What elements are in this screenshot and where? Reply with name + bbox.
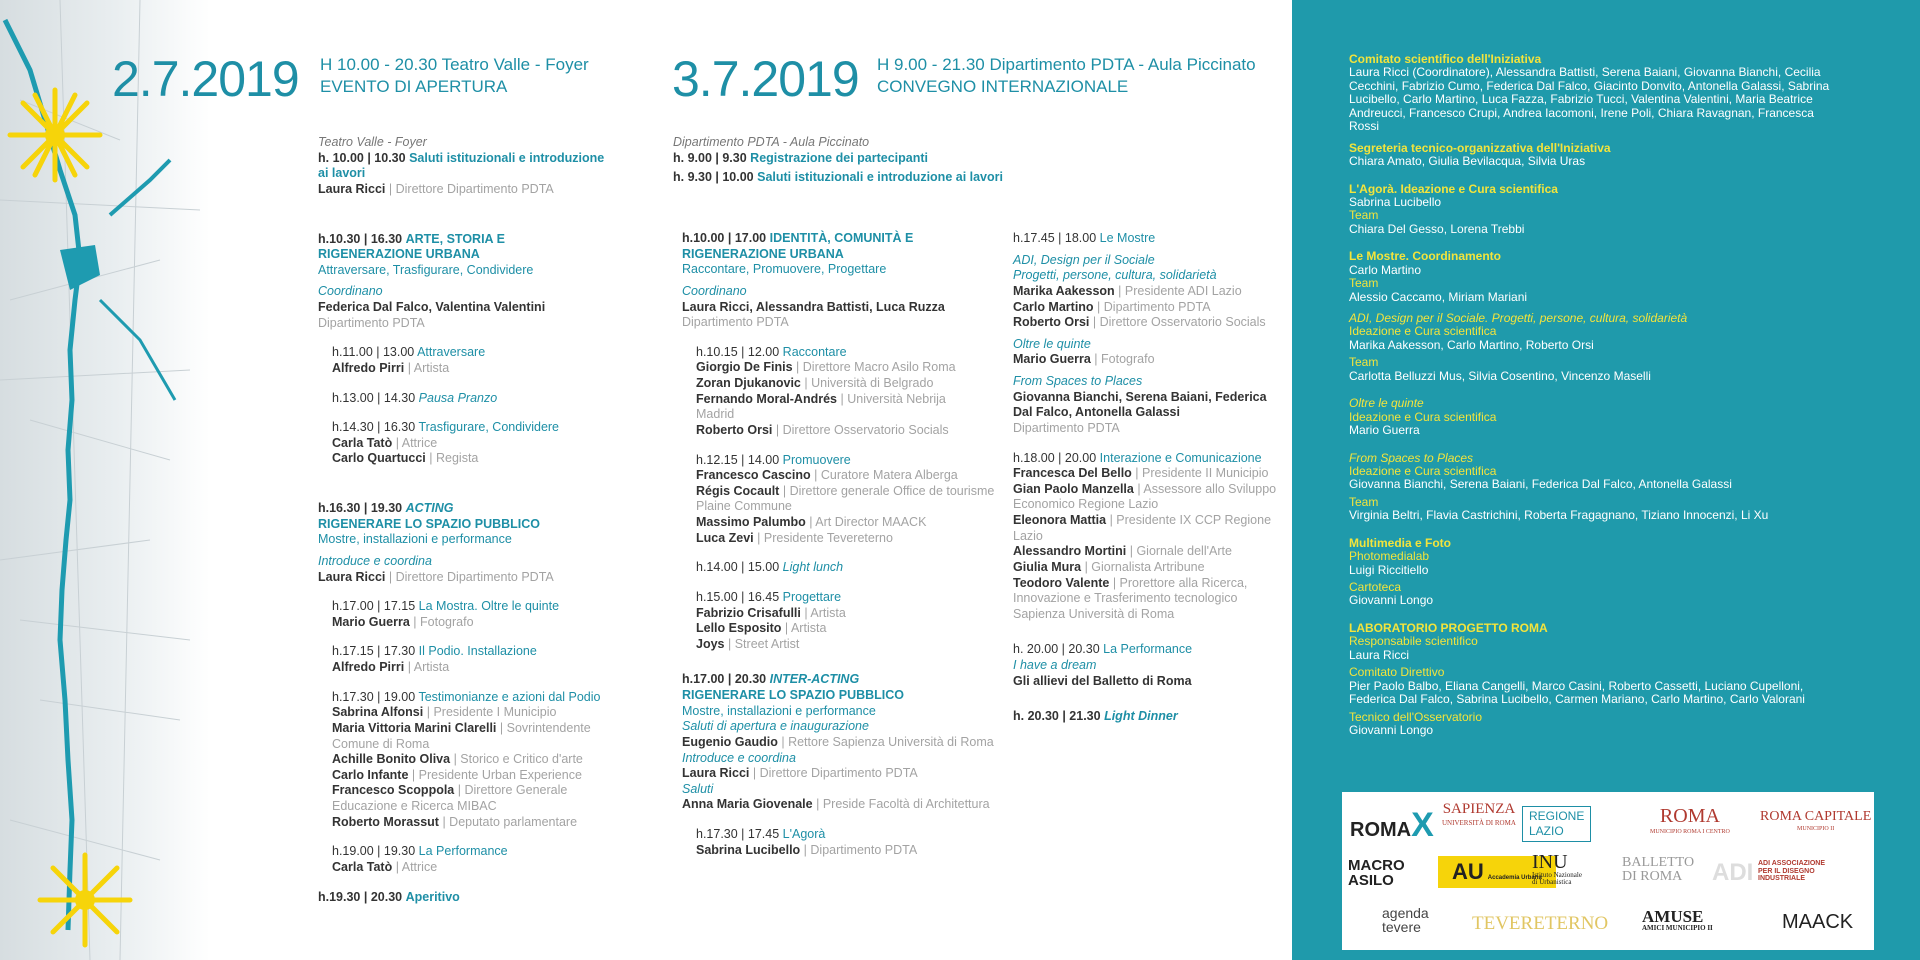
adi-logo: ADI [1712,859,1754,886]
role: Prorettore alla Ricerca, [1119,575,1248,590]
name: Maria Vittoria Marini Clarelli [332,720,497,735]
name: Régis Cocault [696,483,780,498]
role: Artista [413,660,450,674]
name: Zoran Djukanovic [696,376,801,390]
role: Attrice [401,435,438,450]
d2-s2 [673,170,1113,186]
d1-s3 [318,501,638,517]
time: h.19.30 | 20.30 [318,889,403,904]
time: h. 10.00 | 10.30 [318,150,406,165]
time: h.17.00 | 20.30 [682,672,767,687]
role: Direttore Macro Asilo Roma [802,360,956,375]
name: Roberto Orsi [1013,315,1090,330]
exhibit-title: From Spaces to Places [1013,374,1143,388]
d1-s2a: h.11.00 | 13.00 Attraversare Alfredo Pirri | Artista [332,345,486,375]
role: Sapienza Università di Roma [1013,606,1175,621]
d2-a-title2: RIGENERAZIONE URBANA [682,246,844,261]
role: Dipartimento PDTA [810,842,918,857]
d1-s3a: h.17.00 | 17.15 La Mostra. Oltre le quinte Mario Guerra | Fotografo [332,599,560,629]
name: Roberto Morassut [332,814,439,829]
credits-text: Pier Paolo Balbo, Eliana Cangelli, Marco Casini, Roberto Cassetti, Luciano Cupelloni, [1349,678,1804,693]
time: h.17.15 | 17.30 [332,644,416,659]
day1-header [320,54,589,98]
credits-label: Team [1349,494,1379,509]
role: Presidente Urban Experience [418,767,582,782]
role: Dipartimento PDTA [1103,299,1211,314]
title: Pausa Pranzo [418,390,498,405]
credits-text: Chiara Del Gesso, Lorena Trebbi [1349,221,1525,236]
d2-c1 [1013,231,1283,247]
name: Mario Guerra [1013,352,1091,367]
title: IDENTITÀ, COMUNITÀ E [769,231,914,245]
d1-s2c: h.14.30 | 16.30 Trasfigurare, Condividere Carla Tatò | Attrice Carlo Quartucci | Regista [332,420,560,466]
d2-a-coord-names: Laura Ricci, Alessandra Battisti, Luca Ruzza [682,299,945,314]
credits-text: Carlo Martino [1349,262,1422,277]
role: Madrid [696,407,735,422]
time: h. 20.30 | 21.30 [1013,709,1101,724]
title: Saluti istituzionali e introduzione ai lavori [757,170,1003,185]
credits-text: Mario Guerra [1349,423,1420,438]
d1-s3-title2: RIGENERARE LO SPAZIO PUBBLICO [318,516,541,531]
role: Comune di Roma [332,736,430,751]
credits-text: Alessio Caccamo, Miriam Mariani [1349,289,1528,304]
day2-time-place: H 9.00 - 21.30 Dipartimento PDTA - Aula Piccinato [877,55,1256,74]
name: Eugenio Gaudio [682,734,778,749]
name: Gian Paolo Manzella [1013,481,1134,496]
regione-lazio-logo: REGIONE LAZIO [1522,806,1591,842]
title: Raccontare [782,344,847,359]
role: Regista [436,451,479,466]
d2-a2: h.12.15 | 14.00 Promuovere Francesco Cascino | Curatore Matera Alberga Régis Cocault | Direttore generale Office de tourisme Plaine Commune Massimo Palumbo | Art Director MAACK Luca Zevi | Presidente Tevereterno [682,453,1002,547]
role: Direttore Dipartimento PDTA [395,181,554,196]
sponsor-logos [1342,792,1874,950]
roma-capitale-logo: ROMA CAPITALE MUNICIPIO II [1760,809,1872,832]
d2-s1 [673,151,1113,167]
name: Carlo Infante [332,767,409,782]
role: Rettore Sapienza Università di Roma [788,734,994,749]
credits-label: Team [1349,276,1379,291]
role: Educazione e Ricerca MIBAC [332,799,497,813]
name: Massimo Palumbo [696,515,806,529]
credits-text: Lucibello, Carlo Martino, Luca Fazza, Fabrizio Tucci, Valentina Valentini, Maria Beatrice [1349,92,1813,107]
day1-title: EVENTO DI APERTURA [320,77,508,97]
amuse-logo: AMUSE AMICI MUNICIPIO II [1642,907,1713,932]
role: Direttore Dipartimento PDTA [395,569,554,584]
d1-s3-sub: Mostre, installazioni e performance [318,532,512,547]
credits-label: Ideazione e Cura scientifica [1349,463,1497,478]
role: Direttore Generale [464,783,568,798]
day2-col-a: h.10.00 | 17.00 IDENTITÀ, COMUNITÀ E RIGENERAZIONE URBANA Raccontare, Promuovere, Progettare Coordinano Laura Ricci, Alessandra Battisti, Luca Ruzza Dipartimento PDTA h.10.15 | 12.00 Raccontare Giorgio De Finis | Direttore Macro Asilo Roma Zoran Djukanovic | Università di Belgrado Fernando Moral-Andrés | Università Nebrija Madrid Roberto Orsi | Direttore Osservatorio Socials h.12.15 | 14.00 Promuovere Francesco Cascino | Curatore Matera Alberga Régis Cocault | Direttore generale Office de tourisme Plaine Commune Massimo Palumbo | Art Director MAACK Luca Zevi | Presidente Tevereterno h.14.00 | 15.00 Light lunch h.15.00 | 16.45 Progettare Fabrizio Crisafulli | Artista Lello Esposito | Artista Joys | Street Artist h.17.00 | 20.30 INTER-ACTING RIGENERARE LO SPAZIO PUBBLICO Mostre, installazioni e performance Saluti di apertura e inaugurazione Eugenio Gaudio | Rettore Sapienza Università di Roma Introduce e coordina Laura Ricci | Direttore Dipartimento PDTA Saluti Anna Maria Giovenale | Preside Facoltà di Architettura h.17.30 | 17.45 L'Agorà Sabrina Lucibello | Dipartimento PDTA [682,231,1002,858]
role: Street Artist [734,636,800,651]
d1-s3c: h.17.30 | 19.00 Testimonianze e azioni dal Podio Sabrina Alfonsi | Presidente I Municipio Maria Vittoria Marini Clarelli | Sovrintendente Comune di Roma Achille Bonito Oliva | Storico e Critico d'arte Carlo Infante | Presidente Urban Experience Francesco Scoppola | Direttore Generale Educazione e Ricerca MIBAC Roberto Morassut | Deputato parlamentare [318,690,638,831]
title: La Performance [418,844,508,859]
d1-s2b [318,391,638,407]
credits-label: Team [1349,208,1379,223]
d1-s3d: h.19.00 | 19.30 La Performance Carla Tatò | Attrice [332,844,508,874]
title: Attraversare [417,345,486,360]
d1-s2-sub: Attraversare, Trasfigurare, Condividere [318,262,534,277]
title: Le Mostre [1099,231,1156,245]
d1-s2-coord-role: Dipartimento PDTA [318,315,425,330]
adi-text: ADI ASSOCIAZIONE PER IL DISEGNO INDUSTRIALE [1758,860,1826,883]
credits-text: Marika Aakesson, Carlo Martino, Roberto Orsi [1349,337,1594,352]
time: h.16.30 | 19.30 [318,501,403,515]
credits-panel [1292,0,1920,960]
day2-date: 3.7.2019 [672,51,859,107]
exhibit-subtitle: Progetti, persone, cultura, solidarietà [1013,268,1217,283]
title: La Performance [1103,642,1193,657]
d2-a4: h.15.00 | 16.45 Progettare Fabrizio Crisafulli | Artista Lello Esposito | Artista Joys | Street Artist [696,589,846,651]
d2-a1: h.10.15 | 12.00 Raccontare Giorgio De Finis | Direttore Macro Asilo Roma Zoran Djukanovic | Università di Belgrado Fernando Moral-Andrés | Università Nebrija Madrid Roberto Orsi | Direttore Osservatorio Socials [682,345,1002,439]
time: h.12.15 | 14.00 [696,452,780,467]
d2-c4 [1013,709,1283,725]
exhibit-title: Oltre le quinte [1013,336,1091,351]
role: Art Director MAACK [815,515,927,529]
role: Preside Facoltà di Architettura [822,797,990,812]
day2-header [877,54,1256,98]
d2-c3 [1013,642,1283,658]
d1-s1 [318,151,638,167]
role: Sovrintendente [506,720,591,735]
credits-heading: LABORATORIO PROGETTO ROMA [1349,620,1548,635]
name: Luca Zevi [696,530,754,545]
d1-s3b: h.17.15 | 17.30 Il Podio. Installazione Alfredo Pirri | Artista [332,644,537,674]
d2-a-sub: Raccontare, Promuovere, Progettare [682,262,887,277]
title: L'Agorà [782,827,826,841]
d1-s1-title2: ai lavori [318,166,366,181]
d1-s2 [318,232,638,248]
time: h.10.30 | 16.30 [318,231,403,246]
maack-logo: MAACK [1782,911,1854,933]
name: Giovanna Bianchi, Serena Baiani, Federica [1013,389,1267,404]
role: Storico e Critico d'arte [460,752,583,767]
title: Trasfigurare, Condividere [418,420,560,435]
credits-label: Team [1349,355,1379,370]
d2-b-saluti: Saluti [682,781,714,796]
d1-s3-speaker: Laura Ricci | Direttore Dipartimento PDTA [318,569,554,584]
agenda-tevere-logo: agenda tevere [1382,905,1429,935]
inu-logo: INU Istituto Nazionale di Urbanistica [1532,851,1582,886]
name: Anna Maria Giovenale [682,797,813,812]
role: Dipartimento PDTA [1013,420,1120,435]
d1-s2-coord-names: Federica Dal Falco, Valentina Valentini [318,300,546,314]
credits-text: Chiara Amato, Giulia Bevilacqua, Silvia Uras [1349,154,1586,169]
role: Direttore generale Office de tourisme [789,483,995,498]
name: Francesca Del Bello [1013,466,1132,481]
name: Carlo Martino [1013,299,1094,314]
au-logo: AU Accademia Urbana [1438,856,1556,888]
name: Joys [696,636,725,651]
credits-text: Giovanni Longo [1349,722,1434,737]
credits-text: Giovanna Bianchi, Serena Baiani, Federica Dal Falco, Antonella Galassi [1349,477,1732,492]
time: h.19.00 | 19.30 [332,844,416,859]
time: h.13.00 | 14.30 [332,390,416,405]
credits-text: Rossi [1349,119,1380,134]
name: Mario Guerra [332,614,410,629]
d2-b1: h.17.30 | 17.45 L'Agorà Sabrina Lucibello | Dipartimento PDTA [696,827,918,857]
d2-c2 [1013,451,1283,467]
credits-column [1349,53,1879,737]
map-illustration [0,0,210,960]
d2-b-open: Saluti di apertura e inaugurazione [682,719,869,734]
credits-text: Andreucci, Francesco Crupi, Andrea Iacomoni, Irene Poli, Chiara Ravagnan, Francesca [1349,105,1814,120]
day1-venue: Teatro Valle - Foyer [318,135,427,149]
role: Giornalista Artribune [1091,559,1205,574]
role: Lazio [1013,528,1043,543]
balletto-logo: BALLETTO DI ROMA [1622,855,1695,884]
name: Alfredo Pirri [332,360,405,375]
roma-municipio-logo: ROMA MUNICIPIO ROMA I CENTRO [1650,805,1730,835]
name: Dal Falco, Antonella Galassi [1013,405,1180,420]
d2-c3-sub: I have a dream [1013,658,1097,672]
name: Teodoro Valente [1013,575,1110,590]
credits-label: Responsabile scientifico [1349,634,1478,649]
name: Sabrina Lucibello [696,842,801,857]
credits-text: Carlotta Belluzzi Mus, Silvia Cosentino, Vincenzo Maselli [1349,368,1651,383]
role: Assessore allo Sviluppo [1143,481,1277,496]
map-drawing [0,0,210,960]
title: INTER-ACTING [769,672,860,687]
role: Economico Regione Lazio [1013,497,1159,512]
time: h.10.15 | 12.00 [696,344,780,359]
d1-s3-intro: Introduce e coordina [318,553,432,568]
role: Presidente ADI Lazio [1124,283,1242,298]
credits-text: Laura Ricci [1349,647,1410,662]
d1-s4 [318,890,638,906]
title: Progettare [782,589,842,604]
role: Fotografo [1101,352,1155,367]
credits-text: Giovanni Longo [1349,593,1434,608]
title: Testimonianze e azioni dal Podio [418,689,601,704]
time: h.15.00 | 16.45 [696,589,780,604]
time: h.11.00 | 13.00 [332,345,415,360]
credits-heading: L'Agorà. Ideazione e Cura scientifica [1349,181,1558,196]
romax-logo: ROMAX [1350,806,1434,844]
role: Attrice [401,859,438,874]
credits-text: Luigi Riccitiello [1349,562,1429,577]
d1-s2-title2: RIGENERAZIONE URBANA [318,247,480,262]
d2-a-coord-role: Dipartimento PDTA [682,315,789,330]
title: ARTE, STORIA E [405,231,505,246]
role: Presidente II Municipio [1142,466,1269,481]
title: Registrazione dei partecipanti [750,150,928,165]
title: Light lunch [782,560,844,575]
title: Saluti istituzionali e introduzione [409,150,605,165]
role: Università di Belgrado [811,376,934,390]
title: ACTING [405,501,454,515]
title: Aperitivo [405,889,460,904]
role: Curatore Matera Alberga [820,468,958,483]
name: Achille Bonito Oliva [332,752,451,767]
name: Gli allievi del Balletto di Roma [1013,673,1192,688]
d1-s1-speaker: Laura Ricci | Direttore Dipartimento PDTA [318,181,554,196]
role: Fotografo [420,614,474,629]
credits-label: Photomedialab [1349,549,1430,564]
role: Artista [810,605,846,620]
credits-label: Cartoteca [1349,580,1402,594]
time: h.17.30 | 19.00 [332,689,416,704]
credits-subheading: Oltre le quinte [1349,396,1424,411]
name: Marika Aakesson [1013,283,1115,298]
credits-heading: Segreteria tecnico-organizzativa dell'Iniziativa [1349,140,1611,155]
title: La Mostra. Oltre le quinte [418,599,560,614]
name: Sabrina Alfonsi [332,705,424,720]
d2-b-sub: Mostre, installazioni e performance [682,703,876,718]
role: Plaine Commune [696,499,792,514]
time: h. 9.00 | 9.30 [673,150,747,165]
name: Fabrizio Crisafulli [696,605,801,620]
d2-a-coord: Coordinano [682,283,747,298]
credits-heading: Comitato scientifico dell'Iniziativa [1349,52,1542,66]
d2-a [682,231,1002,247]
name: Carla Tatò [332,435,393,450]
name: Giorgio De Finis [696,360,793,375]
d2-a3 [682,560,1002,576]
day1-date: 2.7.2019 [112,51,299,107]
name: Fernando Moral-Andrés [696,391,837,406]
day2-col-b: h.17.45 | 18.00 Le Mostre ADI, Design per il Sociale Progetti, persone, cultura, solidarietà Marika Aakesson | Presidente ADI Lazio Carlo Martino | Dipartimento PDTA Roberto Orsi | Direttore Osservatorio Socials Oltre le quinte Mario Guerra | Fotografo From Spaces to Places Giovanna Bianchi, Serena Baiani, Federica Dal Falco, Antonella Galassi Dipartimento PDTA h.18.00 | 20.00 Interazione e Comunicazione Francesca Del Bello | Presidente II Municipio Gian Paolo Manzella | Assessore allo Sviluppo Economico Regione Lazio Eleonora Mattia | Presidente IX CCP Regione Lazio Alessandro Mortini | Giornale dell'Arte Giulia Mura | Giornalista Artribune Teodoro Valente | Prorettore alla Ricerca, Innovazione e Trasferimento tecnologico Sapienza Università di Roma h. 20.00 | 20.30 La Performance I have a dream Gli allievi del Balletto di Roma h. 20.30 | 21.30 Light Dinner [1013,231,1283,725]
name: Francesco Cascino [696,468,811,483]
day2-venue: Dipartimento PDTA - Aula Piccinato [673,135,870,149]
role: Presidente IX CCP Regione [1116,513,1272,527]
name: Lello Esposito [696,621,782,636]
time: h. 20.00 | 20.30 [1013,642,1100,657]
name: Roberto Orsi [696,422,773,437]
credits-heading: Le Mostre. Coordinamento [1349,249,1502,264]
role: Artista [413,360,450,375]
name: Carla Tatò [332,859,393,874]
role: Direttore Dipartimento PDTA [759,766,918,781]
credits-text: Federica Dal Falco, Sabrina Lucibello, Carmen Mariano, Carlo Martino, Carlo Valorani [1349,692,1805,707]
role: Innovazione e Trasferimento tecnologico [1013,591,1238,606]
day2-intro [673,135,1113,186]
name: Laura Ricci [682,766,750,781]
credits-text: Sabrina Lucibello [1349,194,1442,209]
credits-text: Cecchini, Fabrizio Cumo, Federica Dal Falco, Giacinto Donvito, Antonella Galassi, Sabrina [1349,78,1830,93]
exhibit-title: ADI, Design per il Sociale [1013,252,1155,267]
credits-label: Ideazione e Cura scientifica [1349,324,1497,339]
d2-b-intro: Introduce e coordina [682,750,796,765]
name: Carlo Quartucci [332,451,426,466]
credits-heading: Multimedia e Foto [1349,535,1451,550]
time: h.17.45 | 18.00 [1013,231,1097,245]
name: Laura Ricci [318,569,386,584]
d2-b [682,672,1002,688]
role: Presidente I Municipio [433,705,557,720]
day1-program [318,135,638,905]
time: h.10.00 | 17.00 [682,231,767,245]
credits-text: Virginia Beltri, Flavia Castrichini, Roberta Fragagnano, Tiziano Innocenzi, Li Xu [1349,508,1769,523]
name: Giulia Mura [1013,559,1082,574]
time: h.17.00 | 17.15 [332,599,416,614]
d2-b-title2: RIGENERARE LO SPAZIO PUBBLICO [682,688,905,702]
sapienza-logo: SAPIENZA UNIVERSITÀ DI ROMA [1442,801,1516,827]
credits-subheading: ADI, Design per il Sociale. Progetti, persone, cultura, solidarietà [1349,311,1688,325]
day1-time-place: H 10.00 - 20.30 Teatro Valle - Foyer [320,55,589,74]
credits-label: Tecnico dell'Osservatorio [1349,709,1483,724]
role: Giornale dell'Arte [1136,544,1232,559]
role: Direttore Osservatorio Socials [1099,315,1266,330]
time: h.17.30 | 17.45 [696,827,780,841]
name: Alessandro Mortini [1013,544,1127,559]
name: Eleonora Mattia [1013,513,1107,527]
title: Light Dinner [1104,709,1178,724]
credits-subheading: From Spaces to Places [1349,450,1474,465]
title: Il Podio. Installazione [418,644,537,659]
title: Promuovere [782,452,851,467]
role: Presidente Tevereterno [763,530,893,545]
time: h.18.00 | 20.00 [1013,450,1097,465]
name: Alfredo Pirri [332,660,405,674]
d1-s2-coord: Coordinano [318,284,383,299]
day2-title: CONVEGNO INTERNAZIONALE [877,77,1129,97]
credits-label: Ideazione e Cura scientifica [1349,409,1497,424]
credits-label: Comitato Direttivo [1349,665,1445,680]
title: Interazione e Comunicazione [1099,450,1262,465]
macro-asilo-logo: MACRO ASILO [1348,857,1405,889]
credits-text: Laura Ricci (Coordinatore), Alessandra Battisti, Serena Baiani, Giovanna Bianchi, Cecilia [1349,65,1821,80]
time: h.14.00 | 15.00 [696,560,780,575]
role: Università Nebrija [847,391,946,406]
tevereterno-logo: TEVERETERNO [1472,913,1609,934]
name: Francesco Scoppola [332,783,455,798]
name: Laura Ricci [318,181,386,196]
role: Artista [790,621,827,636]
role: Direttore Osservatorio Socials [782,422,949,437]
time: h.14.30 | 16.30 [332,420,416,435]
role: Deputato parlamentare [449,814,578,829]
time: h. 9.30 | 10.00 [673,170,754,185]
